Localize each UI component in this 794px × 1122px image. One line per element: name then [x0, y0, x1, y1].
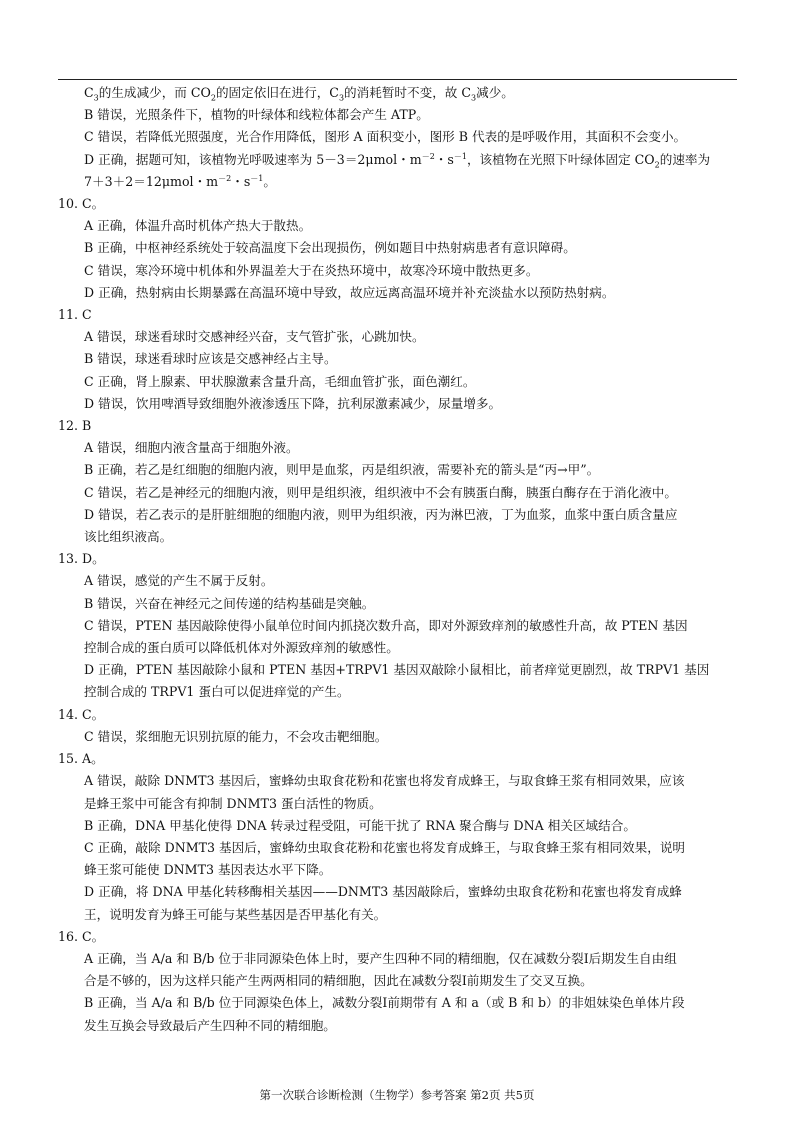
answer-explanation-line: A 错误，感觉的产生不属于反射。 — [84, 573, 274, 589]
answer-explanation-line: A 错误，球迷看球时交感神经兴奋，支气管扩张，心跳加快。 — [84, 329, 425, 345]
question-answer-key: 14. C。 — [58, 706, 105, 722]
header-rule — [58, 79, 737, 80]
question-answer-key: 11. C — [58, 307, 92, 323]
answer-explanation-line: 合是不够的，因为这样只能产生两两相同的精细胞，因此在减数分裂Ⅰ前期发生了交叉互换。 — [84, 973, 593, 989]
question-answer-key: 10. C。 — [58, 196, 105, 212]
answer-explanation-line: 蜂王浆可能使 DNMT3 基因表达水平下降。 — [84, 862, 332, 878]
answer-explanation-line: 控制合成的蛋白质可以降低机体对外源致痒剂的敏感性。 — [84, 640, 399, 656]
answer-explanation-line: 7＋3＋2＝12μmol・$m^{-2}$・$s^{-1}$。 — [84, 173, 276, 189]
answer-explanation-line: 该比组织液高。 — [84, 529, 173, 545]
question-answer-key: 12. B — [58, 418, 92, 434]
answer-explanation-line: 控制合成的 TRPV1 蛋白可以促进痒觉的产生。 — [84, 684, 350, 700]
answer-explanation-line: C 错误，PTEN 基因敲除使得小鼠单位时间内抓挠次数升高，即对外源致痒剂的敏感性升高，故 PTEN 基因 — [84, 617, 688, 633]
answer-explanation-line: B 正确，若乙是红细胞的细胞内液，则甲是血浆，丙是组织液，需要补充的箭头是“丙→甲”。 — [84, 462, 600, 478]
answer-explanation-line: B 正确，中枢神经系统处于较高温度下会出现损伤，例如题目中热射病患者有意识障碍。 — [84, 240, 576, 256]
answer-explanation-line: 发生互换会导致最后产生四种不同的精细胞。 — [84, 1017, 336, 1033]
question-answer-key: 15. A。 — [58, 751, 104, 767]
answer-explanation-line: D 正确，据题可知，该植物光呼吸速率为 5－3＝2μmol・$m^{-2}$・$s^{-1}$，该植物在光照下叶绿体固定 $CO_2$的速率为 — [84, 151, 711, 170]
answer-explanation-line: B 错误，兴奋在神经元之间传递的结构基础是突触。 — [84, 595, 375, 611]
answer-explanation-line: A 错误，细胞内液含量高于细胞外液。 — [84, 440, 299, 456]
answer-explanation-line: C 正确，敲除 DNMT3 基因后，蜜蜂幼虫取食花粉和花蜜也将发育成蜂王，与取食蜂王浆有相同效果，说明 — [84, 839, 686, 855]
answer-explanation-line: A 正确，体温升高时机体产热大于散热。 — [84, 218, 312, 234]
answer-text-body — [58, 82, 738, 1037]
answer-explanation-line: 王，说明发育为蜂王可能与某些基因是否甲基化有关。 — [84, 906, 387, 922]
answer-explanation-line: A 正确，当 A/a 和 B/b 位于非同源染色体上时，要产生四种不同的精细胞，仅在减数分裂Ⅰ后期发生自由组 — [84, 950, 677, 966]
page-footer: 第一次联合诊断检测（生物学）参考答案 第2页 共5页 — [259, 1088, 535, 1102]
question-answer-key: 13. D。 — [58, 551, 105, 567]
answer-explanation-line: C 错误，若降低光照强度，光合作用降低，图形 A 面积变小，图形 B 代表的是呼吸作用，其面积不会变小。 — [84, 129, 687, 145]
answer-explanation-line: 是蜂王浆中可能含有抑制 DNMT3 蛋白活性的物质。 — [84, 795, 382, 811]
answer-explanation-line: C 错误，浆细胞无识别抗原的能力，不会攻击靶细胞。 — [84, 728, 388, 744]
answer-explanation-line: B 正确，当 A/a 和 B/b 位于同源染色体上，减数分裂Ⅰ前期带有 A 和 a（或 B 和 b）的非姐妹染色单体片段 — [84, 995, 685, 1011]
answer-explanation-line: B 正确，DNA 甲基化使得 DNA 转录过程受阻，可能干扰了 RNA 聚合酶与 DNA 相关区域结合。 — [84, 817, 636, 833]
answer-explanation-line: C 错误，若乙是神经元的细胞内液，则甲是组织液，组织液中不会有胰蛋白酶，胰蛋白酶存在于消化液中。 — [84, 484, 677, 500]
answer-explanation-line: D 错误，饮用啤酒导致细胞外液渗透压下降，抗利尿激素减少，尿量增多。 — [84, 395, 502, 411]
answer-explanation-line: D 正确，将 DNA 甲基化转移酶相关基因——DNMT3 基因敲除后，蜜蜂幼虫取食花粉和花蜜也将发育成蜂 — [84, 884, 682, 900]
answer-explanation-line: D 正确，PTEN 基因敲除小鼠和 PTEN 基因+TRPV1 基因双敲除小鼠相比，前者痒觉更剧烈，故 TRPV1 基因 — [84, 662, 710, 678]
answer-explanation-line: C 正确，肾上腺素、甲状腺激素含量升高，毛细血管扩张，面色潮红。 — [84, 373, 476, 389]
answer-explanation-line: D 错误，若乙表示的是肝脏细胞的细胞内液，则甲为组织液，丙为淋巴液，丁为血浆，血浆中蛋白质含量应 — [84, 506, 678, 522]
question-answer-key: 16. C。 — [58, 928, 105, 944]
answer-explanation-line: $C_3$的生成减少，而 $CO_2$的固定依旧在进行，$C_3$的消耗暂时不变，故 $C_3$减少。 — [84, 85, 514, 103]
answer-explanation-line: A 错误，敲除 DNMT3 基因后，蜜蜂幼虫取食花粉和花蜜也将发育成蜂王，与取食蜂王浆有相同效果，应该 — [84, 773, 685, 789]
answer-explanation-line: C 错误，寒冷环境中机体和外界温差大于在炎热环境中，故寒冷环境中散热更多。 — [84, 262, 539, 278]
answer-explanation-line: D 正确，热射病由长期暴露在高温环境中导致，故应远离高温环境并补充淡盐水以预防热射病。 — [84, 284, 615, 300]
answer-explanation-line: B 错误，光照条件下，植物的叶绿体和线粒体都会产生 ATP。 — [84, 107, 429, 123]
answer-explanation-line: B 错误，球迷看球时应该是交感神经占主导。 — [84, 351, 337, 367]
